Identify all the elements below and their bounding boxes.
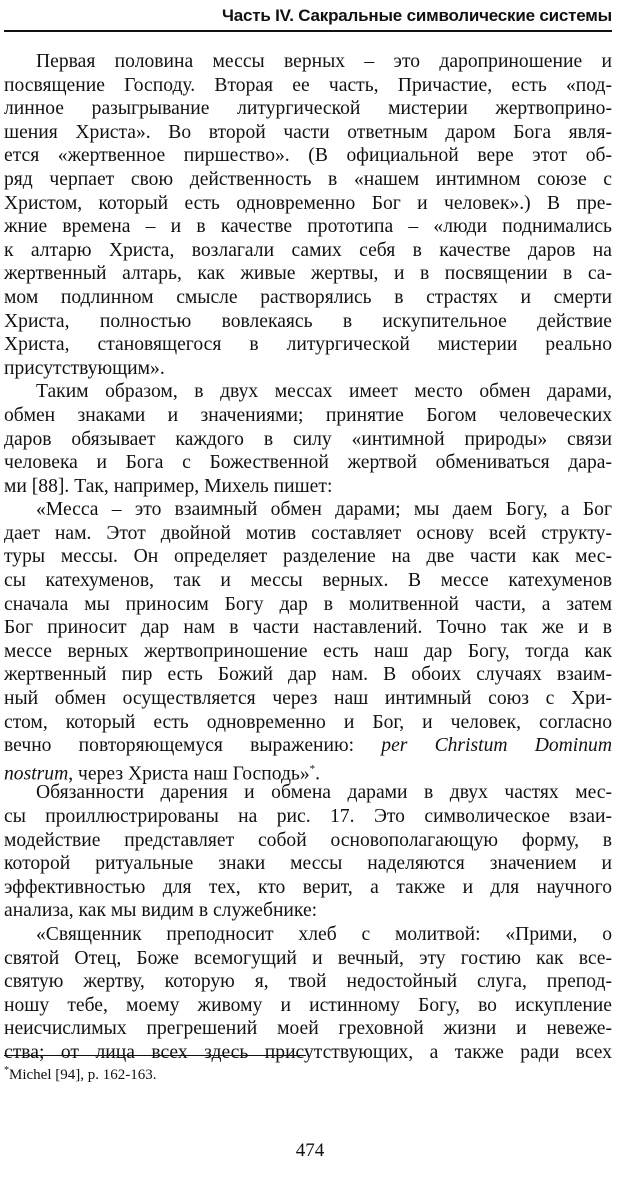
body-line: Христа, становящегося в литургической мистерии реально: [4, 334, 612, 356]
body-line: ношу тебе, моему живому и истинному Богу, во искупление: [4, 994, 612, 1016]
body-line: nostrum, через Христа наш Господь»*.: [4, 762, 321, 785]
body-line: ряд черпает свою действенность в «нашем интимном союзе с: [4, 168, 612, 190]
body-line: анализа, как мы видим в служебнике:: [4, 900, 318, 922]
body-line: Бог приносит дар нам в части наставлений. Точно так же и в: [4, 617, 612, 639]
body-line: сы проиллюстрированы на рис. 17. Это символическое взаи-: [4, 806, 612, 827]
body-line: шения Христа». Во второй части ответным даром Бога явля-: [4, 121, 612, 143]
header-rule: [4, 30, 612, 32]
body-line: жние времена – и в качестве прототипа – «люди поднимались: [4, 216, 612, 238]
latin-phrase: per Christum Dominum: [381, 735, 612, 757]
body-line: Обязанности дарения и обмена дарами в двух частях мес-: [36, 782, 612, 804]
body-line: которой ритуальные знаки мессы наделяются значением и: [4, 853, 612, 875]
body-line: эффективностью для тех, кто верит, а также и для научного: [4, 876, 612, 898]
body-line: стом, который есть одновременно и Бог, и человек, согласно: [4, 711, 612, 733]
page-body: [4, 50, 612, 1065]
footnote-mark: *: [4, 1065, 9, 1076]
body-line: дает нам. Этот двойной мотив составляет основу всей структу-: [4, 522, 612, 544]
body-line: [4, 734, 612, 758]
body-line: посвящение Господу. Вторая ее часть, Причастие, есть «под-: [4, 74, 612, 96]
body-line: неисчислимых прегрешений моей греховной жизни и невеже-: [4, 1018, 612, 1040]
body-line: Христа, полностью вовлекаясь в искупительное действие: [4, 310, 612, 332]
body-line: ный обмен осуществляется через наш интимный союз с Хри-: [4, 688, 612, 710]
body-line: обмен знаками и значениями; принятие Богом человеческих: [4, 404, 612, 426]
body-line: жертвенный алтарь, как живые жертвы, и в посвящении в са-: [4, 263, 612, 285]
body-line: к алтарю Христа, возлагали самих себя в качестве даров на: [4, 239, 612, 261]
body-line: сы катехуменов, так и мессы верных. В мессе катехуменов: [4, 570, 612, 592]
body-line: «Месса – это взаимный обмен дарами; мы даем Богу, а Бог: [36, 499, 612, 521]
latin-phrase-end: nostrum: [4, 763, 69, 785]
body-line: мом подлинном смысле растворялись в страстях и смерти: [4, 286, 612, 308]
body-line: ется «жертвенное пиршество». (В официальной вере этот об-: [4, 145, 612, 167]
footnote-rule: [4, 1055, 306, 1056]
body-line: Первая половина мессы верных – это дароприношение и: [36, 51, 612, 72]
body-line: присутствующим».: [4, 357, 165, 379]
body-line: линное разыгрывание литургической мистерии жертвоприно-: [4, 98, 612, 120]
page-number: 474: [295, 1140, 325, 1161]
body-line: мессе верных жертвоприношение есть наш дар Богу, тогда как: [4, 640, 612, 662]
body-line: «Священник преподносит хлеб с молитвой: «Прими, о: [36, 923, 612, 945]
footnote-text: Michel [94], p. 162-163.: [9, 1067, 157, 1083]
running-header: Часть IV. Сакральные символические системы: [221, 6, 612, 25]
body-line: сначала мы приносим Богу дар в молитвенной части, а затем: [4, 593, 612, 615]
body-line: ми [88]. Так, например, Михель пишет:: [4, 475, 333, 497]
body-line: ства; от лица всех здесь присутствующих, а также ради всех: [4, 1041, 612, 1063]
body-line-text: , через Христа наш Господь»: [68, 763, 310, 785]
body-line: святой Отец, Боже всемогущий и вечный, эту гостию как все-: [4, 947, 612, 969]
footnote-mark: *: [309, 762, 316, 775]
body-line: модействие представляет собой основополагающую форму, в: [4, 829, 612, 851]
body-line: даров обязывает каждого в силу «интимной природы» связи: [4, 428, 612, 450]
body-line: жертвенный пир есть Божий дар нам. В обоих случаях взаим-: [4, 664, 612, 686]
body-line-text: вечно повторяющемуся выражению:: [4, 735, 355, 757]
body-line: святую жертву, которую я, твой недостойный слуга, препод-: [4, 971, 612, 993]
body-line: туры мессы. Он определяет разделение на две части как мес-: [4, 546, 612, 568]
body-line: человека и Бога с Божественной жертвой обмениваться дара-: [4, 452, 612, 474]
footnote: [4, 1062, 156, 1084]
body-line: Христом, который есть одновременно Бог и человек».) В пре-: [4, 192, 612, 214]
body-line: Таким образом, в двух мессах имеет место обмен дарами,: [36, 381, 612, 403]
